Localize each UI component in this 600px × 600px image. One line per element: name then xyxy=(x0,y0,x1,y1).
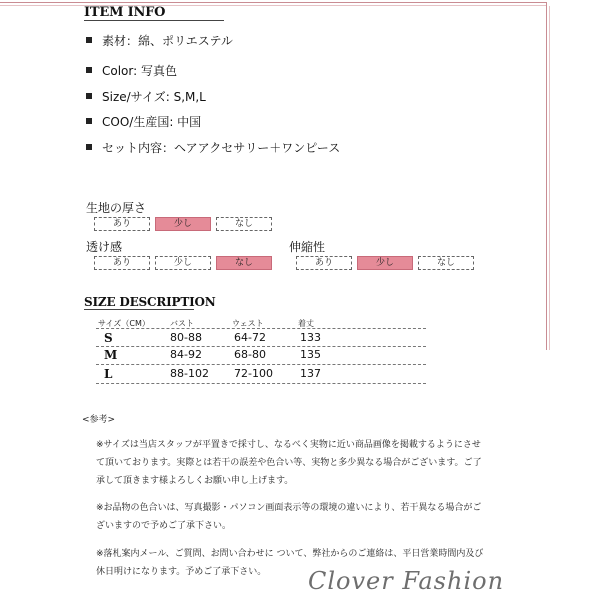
size-description-title: SIZE DESCRIPTION xyxy=(84,295,216,309)
size-m-bust: 84-92 xyxy=(170,348,202,361)
sheerness-option-sukoshi: 少し xyxy=(155,256,211,270)
thickness-option-nashi: なし xyxy=(216,217,272,231)
size-label-s: S xyxy=(104,331,113,345)
sheerness-option-ari: あり xyxy=(94,256,150,270)
size-label-m: M xyxy=(104,348,118,362)
note-paragraph: ※落札案内メール、ご質問、お問い合わせに ついて、弊社からのご連絡は、平日営業時間内及び休日明けになります。予めご了承下さい。 xyxy=(96,549,484,577)
table-row-rule xyxy=(96,383,426,384)
frame-right-line-inner xyxy=(549,6,550,350)
size-l-waist: 72-100 xyxy=(234,367,273,380)
square-bullet-icon xyxy=(86,93,92,99)
size-m-length: 135 xyxy=(300,348,321,361)
square-bullet-icon xyxy=(86,37,92,43)
square-bullet-icon xyxy=(86,118,92,124)
size-label-l: L xyxy=(104,367,113,381)
size-description-rule xyxy=(84,309,194,310)
square-bullet-icon xyxy=(86,144,92,150)
square-bullet-icon xyxy=(86,67,92,73)
thickness-label: 生地の厚さ xyxy=(86,201,147,215)
bullet-item: COO/生産国: 中国 xyxy=(86,114,201,130)
frame-top-line xyxy=(0,2,546,3)
stretch-option-nashi: なし xyxy=(418,256,474,270)
size-header-waist: ウェスト xyxy=(232,319,264,328)
table-row-rule xyxy=(96,364,426,365)
sheerness-label: 透け感 xyxy=(86,240,123,254)
bullet-item: 素材：綿、ポリエステル xyxy=(86,33,233,49)
thickness-option-ari: あり xyxy=(94,217,150,231)
item-info-title: ITEM INFO xyxy=(84,5,166,20)
thickness-option-sukoshi: 少し xyxy=(155,217,211,231)
frame-right-line xyxy=(546,2,547,350)
size-s-waist: 64-72 xyxy=(234,331,266,344)
bullet-item: Color: 写真色 xyxy=(86,63,177,79)
stretch-option-sukoshi: 少し xyxy=(357,256,413,270)
size-m-waist: 68-80 xyxy=(234,348,266,361)
sheerness-option-nashi: なし xyxy=(216,256,272,270)
size-l-length: 137 xyxy=(300,367,321,380)
size-header-size: サイズ（CM） xyxy=(98,319,150,328)
size-header-length: 着丈 xyxy=(298,319,314,328)
brand-logo-text: Clover Fashion xyxy=(308,567,505,595)
stretch-option-ari: あり xyxy=(296,256,352,270)
item-info-rule xyxy=(84,20,224,21)
frame-top-line-inner xyxy=(0,5,546,6)
size-s-bust: 80-88 xyxy=(170,331,202,344)
note-paragraph: ※お品物の色合いは、写真撮影・パソコン画面表示等の環境の違いにより、若干異なる場合がございますので予めご了承下さい。 xyxy=(96,503,482,531)
note-paragraph: ※サイズは当店スタッフが平置きで採寸し、なるべく実物に近い商品画像を掲載するようにさせて頂いております。実際とは若干の誤差や色合い等、実物と多少異なる場合がございます。ご了承して頂きます様よろしくお願い申し上げます。 xyxy=(96,440,482,486)
bullet-item: Size/サイズ: S,M,L xyxy=(86,89,206,105)
table-row-rule xyxy=(96,346,426,347)
size-s-length: 133 xyxy=(300,331,321,344)
stretch-label: 伸縮性 xyxy=(289,240,326,254)
table-row-rule xyxy=(96,328,426,329)
bullet-item: セット内容：ヘアアクセサリー＋ワンピース xyxy=(86,140,340,156)
notes-heading: <参考> xyxy=(82,415,116,425)
size-l-bust: 88-102 xyxy=(170,367,209,380)
size-header-bust: バスト xyxy=(170,319,194,328)
